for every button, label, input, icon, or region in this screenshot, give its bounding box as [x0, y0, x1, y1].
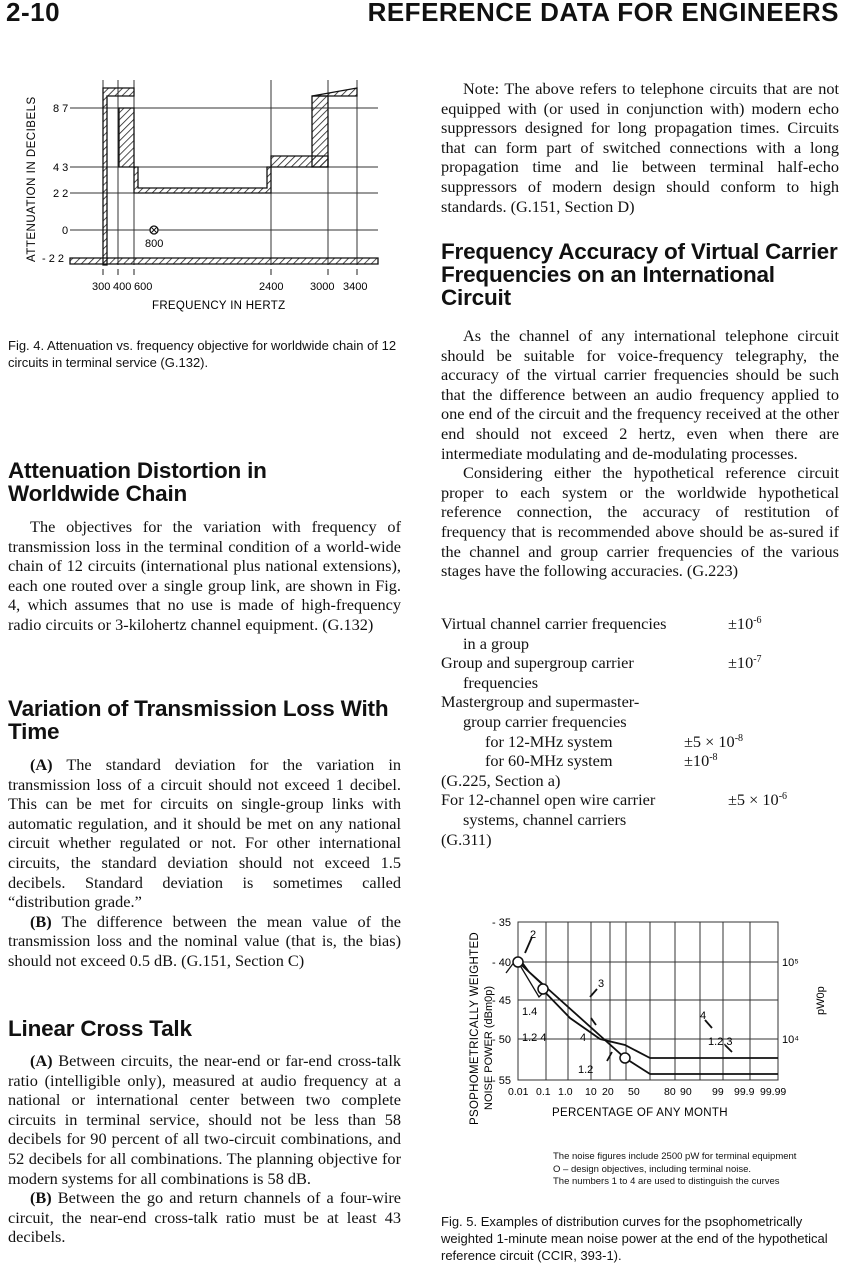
accuracy-row [441, 751, 839, 771]
fig4-ytick-neg22: - 2 2 [42, 253, 65, 265]
fig5-notes [553, 1151, 838, 1189]
fig4-xtick-300: 300 [92, 281, 111, 293]
fig5-curve-label: 2 [530, 929, 537, 941]
fig5-xtick: 0.1 [536, 1086, 551, 1098]
fig4-xtick-3400: 3400 [343, 281, 368, 293]
fig4-xtick-2400: 2400 [259, 281, 284, 293]
fig5-xtick: 20 [602, 1086, 614, 1098]
fig5-y-label-2: NOISE POWER (dBm0p) [483, 985, 495, 1110]
fig5-right-axis-label: pW0p [815, 986, 827, 1015]
fig5-curve-label: 4 [700, 1010, 707, 1022]
accuracy-row [441, 673, 839, 693]
fig5-xtick: 99.9 [734, 1086, 755, 1098]
book-title: REFERENCE DATA FOR ENGINEERS [367, 0, 839, 27]
fig5-curve-label: 4 [580, 1032, 587, 1044]
accuracy-label: Group and supergroup carrier [441, 653, 634, 673]
accuracy-label: Virtual channel carrier frequencies [441, 614, 667, 633]
fig5-xtick: 50 [628, 1086, 640, 1098]
accuracy-row [441, 692, 839, 712]
accuracy-label: (G.225, Section a) [441, 770, 561, 790]
fig5-ytick: - 40 [492, 957, 511, 969]
frequency-para-2: Considering either the hypothetical reference circuit proper to each system or the worldwide hypothetical reference connection, the accuracy of restitution of frequency that is recommended above should be as-sured if the channel and group carrier frequencies of the various stages have the following accuracies. (G.223) [441, 463, 839, 581]
crosstalk-a-label: (A) [30, 1051, 53, 1070]
accuracy-value: $\pm 5 \times 10^{-8}$ [684, 731, 744, 751]
figure-5-caption: Fig. 5. Examples of distribution curves for the psophometrically weighted 1-minute mean noise power at the end of the hypothetical reference circuit (CCIR, 393-1). [441, 1214, 828, 1263]
fig5-ytick: - 50 [492, 1034, 511, 1046]
accuracy-label: for 12-MHz system [485, 731, 613, 751]
crosstalk-para-a [8, 1051, 401, 1188]
fig5-note-line: The numbers 1 to 4 are used to distinguish the curves [553, 1176, 780, 1187]
variation-b-label: (B) [30, 911, 52, 931]
crosstalk-b-label: (B) [30, 1188, 52, 1208]
figure-4-caption: Fig. 4. Attenuation vs. frequency objective for worldwide chain of 12 circuits in terminal service (G.132). [8, 338, 397, 370]
crosstalk-b-text: Between the go and return channels of a four-wire circuit, the near-end cross-talk ratio must be at least 43 decibels. [8, 1188, 401, 1247]
fig4-point-label: 800 [145, 238, 164, 250]
accuracy-value: $\pm 10^{-7}$ [728, 653, 762, 673]
fig4-xtick-3000: 3000 [310, 281, 335, 293]
fig4-ytick-87: 8 7 [53, 103, 69, 115]
fig5-xtick: 1.0 [558, 1086, 573, 1098]
variation-para-b [8, 912, 401, 971]
page-number: 2-10 [6, 0, 61, 27]
variation-a-text: The standard deviation for the variation in transmission loss of a circuit should not exceed 1 decibel. This can be met for circuits on single-group links with automatic regulation, and it should be met on any national circuit whether regulated or not. For other international circuits, the standard deviation should not exceed 1.5 decibels. Standard deviation is sometimes called “distribution grade.” [8, 755, 401, 912]
fig4-xtick-400: 400 [113, 281, 132, 293]
accuracies-table [441, 614, 839, 849]
fig5-curve-label: 3 [598, 978, 605, 990]
heading-frequency-accuracy: Frequency Accuracy of Virtual Carrier Frequencies on an International Circuit [441, 239, 838, 310]
fig4-x-axis-label: FREQUENCY IN HERTZ [152, 300, 286, 312]
note-paragraph: Note: The above refers to telephone circuits that are not equipped with (or used in conjunction with) modern echo suppressors designed for long propagation times. Circuits that can form part of switched connections with a long propagation time and lie between terminal half-echo suppressors of modern design should conform to high standards. (G.151, Section D) [441, 79, 839, 216]
fig5-ytick: - 45 [492, 995, 511, 1007]
fig5-xtick: 90 [680, 1086, 692, 1098]
accuracy-row [441, 790, 839, 810]
fig5-curve-label: 1.4 [522, 1006, 538, 1018]
accuracy-row [441, 732, 839, 752]
fig5-ytick: - 55 [492, 1075, 511, 1087]
fig5-xtick: 80 [664, 1086, 676, 1098]
variation-a-label: (A) [30, 755, 53, 774]
accuracy-label: Mastergroup and supermaster- [441, 692, 640, 712]
accuracy-row [441, 653, 839, 673]
crosstalk-para-b [8, 1188, 401, 1247]
variation-b-text: The difference between the mean value of the transmission loss and the nominal value (that is, the bias) should not exceed 0.5 dB. (G.151, Section C) [8, 911, 401, 970]
fig5-curve-label: 1.2 [578, 1064, 594, 1076]
figure-4-attenuation-chart [20, 70, 390, 315]
fig5-note-line: The noise figures include 2500 pW for terminal equipment [553, 1151, 797, 1162]
accuracy-value: $\pm 5 \times 10^{-6}$ [728, 790, 788, 810]
fig5-x-axis-label: PERCENTAGE OF ANY MONTH [552, 1107, 728, 1119]
heading-linear-cross-talk: Linear Cross Talk [8, 1016, 192, 1041]
fig4-y-axis-label: ATTENUATION IN DECIBELS [26, 96, 38, 262]
fig4-ytick-22: 2 2 [53, 188, 69, 200]
frequency-para-1: As the channel of any international telephone circuit should be suitable for voice-frequency telegraphy, the accuracy of the virtual carrier frequencies should be such that the difference between an audio frequency applied to one end of the circuit and the frequency received at the other end should not exceed 2 hertz, even when there are intermediate modulating and de-modulating processes. [441, 326, 839, 463]
heading-variation-transmission-loss: Variation of Transmission Loss With Time [8, 696, 389, 744]
accuracy-label: frequencies [463, 672, 539, 692]
accuracy-label: group carrier frequencies [463, 711, 627, 731]
fig4-ytick-0: 0 [62, 225, 69, 237]
accuracy-row [441, 712, 839, 732]
accuracy-label: For 12-channel open wire carrier [441, 790, 656, 810]
fig5-xtick: 0.01 [508, 1086, 529, 1098]
accuracy-label: (G.311) [441, 829, 492, 849]
fig5-right-tick-1e4: 10⁴ [782, 1034, 799, 1046]
accuracy-row [441, 810, 839, 830]
fig4-xtick-600: 600 [134, 281, 153, 293]
accuracy-row [441, 634, 839, 654]
fig5-xtick: 99.99 [760, 1086, 787, 1098]
fig5-ytick: - 35 [492, 917, 511, 929]
fig5-note-line: O – design objectives, including terminal noise. [553, 1163, 752, 1175]
heading-attenuation-distortion: Attenuation Distortion in Worldwide Chain [8, 458, 267, 506]
accuracy-row [441, 614, 839, 634]
figure-5-noise-distribution-chart [450, 915, 840, 1140]
fig4-ytick-43: 4 3 [53, 162, 69, 174]
fig5-xtick: 99 [712, 1086, 724, 1098]
accuracy-value: $\pm 10^{-6}$ [728, 614, 762, 633]
accuracy-value: $\pm 10^{-8}$ [684, 751, 718, 771]
accuracy-row [441, 830, 839, 850]
variation-para-a [8, 755, 401, 912]
accuracy-label: in a group [463, 633, 530, 653]
fig5-curve-label: 1.2 4 [522, 1032, 547, 1044]
fig5-curve-label: 1.2.3 [708, 1036, 733, 1048]
fig5-right-tick-1e5: 10⁵ [782, 957, 799, 969]
attenuation-paragraph: The objectives for the variation with frequency of transmission loss in the terminal condition of a world-wide chain of 12 circuits (international plus national extensions), each one routed over a single group link, are shown in Fig. 4, which assumes that no use is made of high-frequency radio circuits or 3-kilohertz channel equipment. (G.132) [8, 517, 401, 634]
accuracy-label: systems, channel carriers [463, 809, 627, 829]
fig5-xtick: 10 [585, 1086, 597, 1098]
accuracy-label: for 60-MHz system [485, 751, 613, 771]
fig5-y-label-1: PSOPHOMETRICALLY WEIGHTED [469, 931, 481, 1125]
accuracy-row [441, 771, 839, 791]
crosstalk-a-text: Between circuits, the near-end or far-end cross-talk ratio (intelligible only), measured at audio frequency at a national or international center between two complete circuits in terminal service, should not be less than 58 decibels for 90 percent of all two-circuit combinations, and 52 decibels for all combinations. The planning objective for modern systems for all combinations is 58 dB. [8, 1051, 401, 1188]
